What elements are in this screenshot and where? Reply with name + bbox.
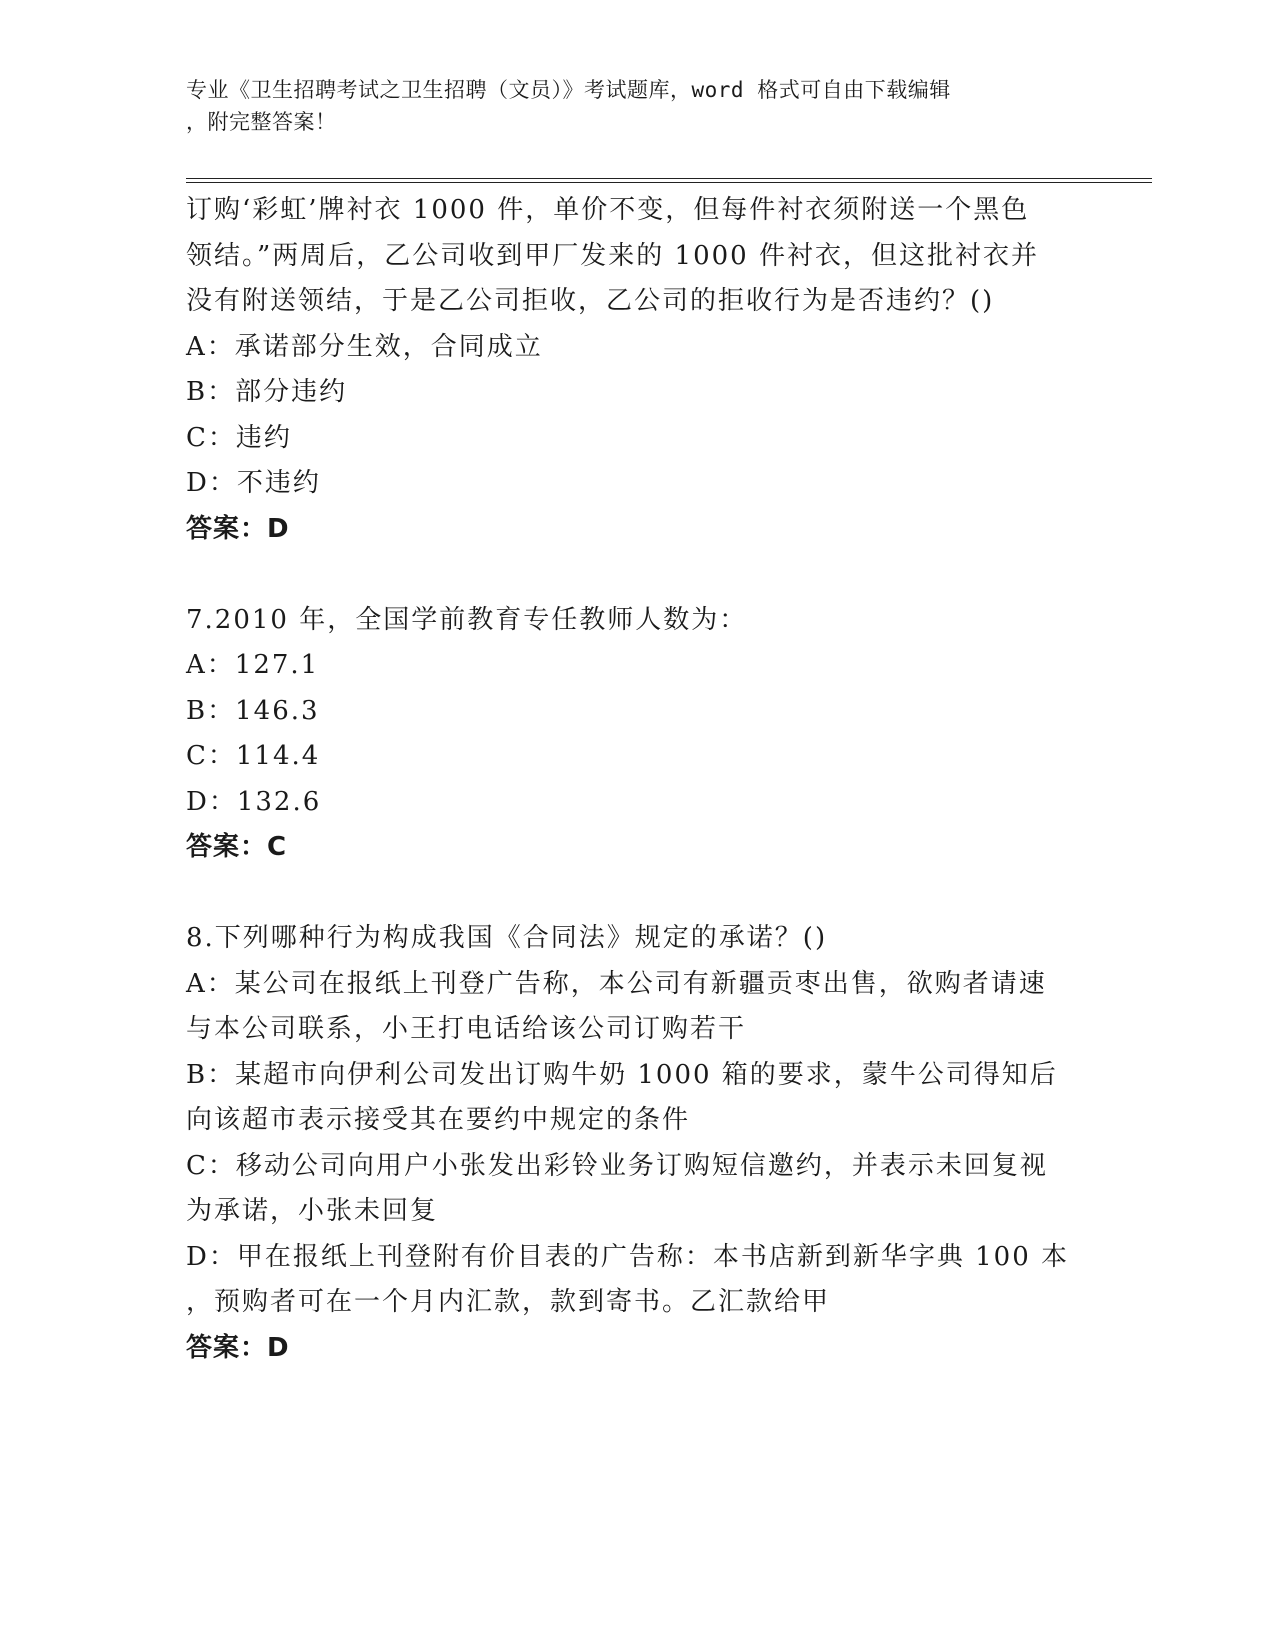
option-c: C：114.4 <box>186 741 321 771</box>
option-b-line: B：某超市向伊利公司发出订购牛奶 1000 箱的要求，蒙牛公司得知后 <box>186 1059 1058 1090</box>
option-d: D：不违约 <box>186 468 321 498</box>
option-d-line: D：甲在报纸上刊登附有价目表的广告称：本书店新到新华字典 100 本 <box>186 1241 1070 1272</box>
option-c-line: C：移动公司向用户小张发出彩铃业务订购短信邀约，并表示未回复视 <box>186 1150 1048 1181</box>
option-a: A：127.1 <box>186 650 320 680</box>
page-header <box>186 74 1086 138</box>
header-line-2: ，附完整答案！ <box>186 110 337 134</box>
spacer <box>186 552 1086 598</box>
question-7 <box>186 598 1086 871</box>
question-stem-line: 没有附送领结，于是乙公司拒收，乙公司的拒收行为是否违约？() <box>186 286 995 316</box>
option-c: C：违约 <box>186 422 292 453</box>
option-b-line: 向该超市表示接受其在要约中规定的条件 <box>186 1105 691 1135</box>
question-stem: 7.2010 年，全国学前教育专任教师人数为： <box>186 604 748 635</box>
option-b: B：146.3 <box>186 695 320 726</box>
spacer <box>186 871 1086 917</box>
question-content <box>186 188 1086 1371</box>
answer-label: 答案：D <box>186 513 290 544</box>
question-stem: 8.下列哪种行为构成我国《合同法》规定的承诺？() <box>186 923 828 953</box>
option-a-line: 与本公司联系，小王打电话给该公司订购若干 <box>186 1014 747 1044</box>
question-6 <box>186 188 1086 552</box>
answer-label: 答案：C <box>186 832 288 862</box>
header-divider <box>186 178 1152 183</box>
option-d: D：132.6 <box>186 786 322 817</box>
option-a: A：承诺部分生效，合同成立 <box>186 331 543 362</box>
option-d-line: ，预购者可在一个月内汇款，款到寄书。乙汇款给甲 <box>186 1287 831 1317</box>
question-stem-line: 领结。”两周后，乙公司收到甲厂发来的 1000 件衬衣，但这批衬衣并 <box>186 240 1039 271</box>
option-c-line: 为承诺，小张未回复 <box>186 1196 439 1226</box>
header-line-1: 专业《卫生招聘考试之卫生招聘（文员）》考试题库，word 格式可自由下载编辑 <box>186 78 951 102</box>
question-stem-line: 订购‘彩虹’牌衬衣 1000 件，单价不变，但每件衬衣须附送一个黑色 <box>186 195 1030 225</box>
option-b: B：部分违约 <box>186 377 348 407</box>
option-a-line: A：某公司在报纸上刊登广告称，本公司有新疆贡枣出售，欲购者请速 <box>186 968 1047 999</box>
answer-label: 答案：D <box>186 1332 290 1363</box>
question-8 <box>186 916 1086 1371</box>
